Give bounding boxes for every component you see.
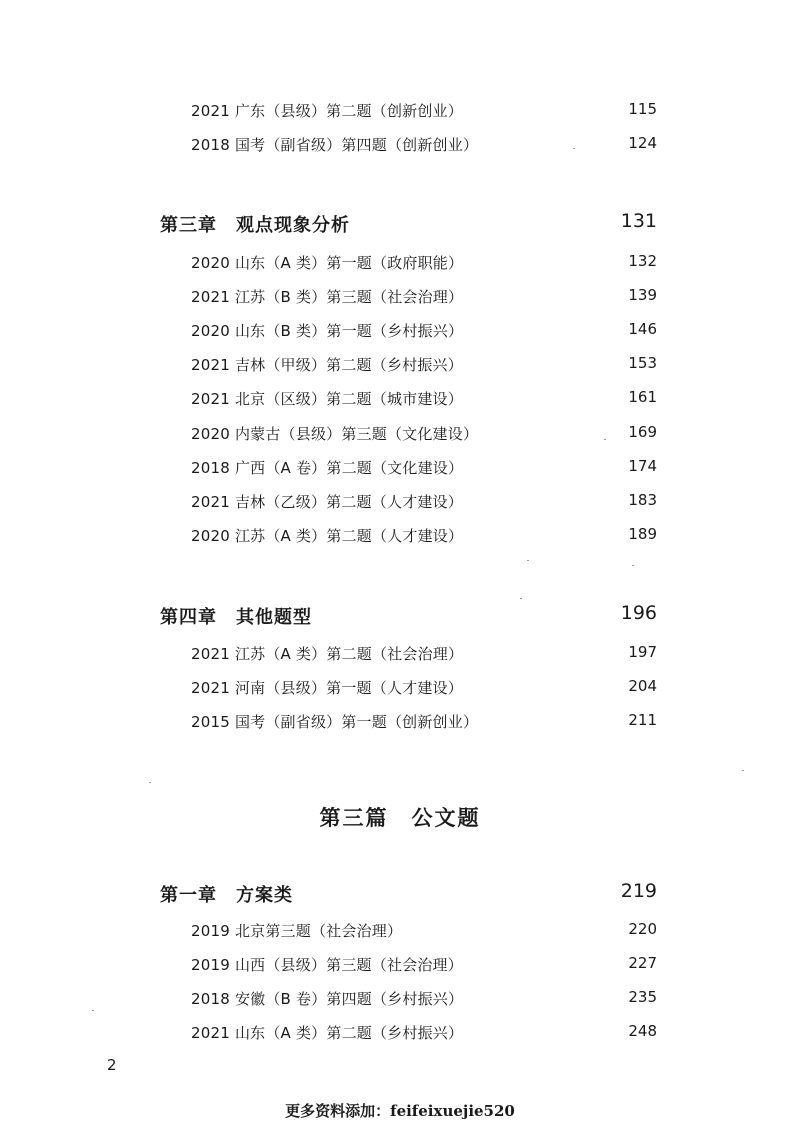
toc-entry	[0, 349, 800, 379]
toc-entry	[0, 418, 800, 448]
entry-title: 2021 北京（区级）第二题（城市建设）	[191, 390, 463, 408]
entry-title: 2020 内蒙古（县级）第三题（文化建设）	[191, 425, 479, 443]
scan-speck	[520, 598, 522, 599]
entry-title: 2021 河南（县级）第一题（人才建设）	[191, 679, 463, 697]
entry-page: 235	[628, 988, 657, 1006]
entry-title: 2021 江苏（A 类）第二题（社会治理）	[191, 645, 464, 663]
footer-note: 更多资料添加：feifeixuejie520	[285, 1102, 515, 1120]
toc-entry	[0, 983, 800, 1013]
entry-title: 2018 国考（副省级）第四题（创新创业）	[191, 136, 479, 154]
chapter-title: 第四章 其他题型	[160, 607, 312, 628]
toc-entry	[0, 949, 800, 979]
entry-title: 2018 广西（A 卷）第二题（文化建设）	[191, 459, 464, 477]
chapter-title: 第一章 方案类	[160, 885, 293, 906]
entry-page: 139	[628, 286, 657, 304]
toc-entry	[0, 486, 800, 516]
entry-title: 2021 广东（县级）第二题（创新创业）	[191, 102, 463, 120]
chapter-page: 196	[620, 602, 657, 624]
entry-page: 146	[628, 320, 657, 338]
scan-speck	[527, 560, 529, 561]
toc-entry	[0, 706, 800, 736]
entry-page: 169	[628, 423, 657, 441]
entry-title: 2020 山东（A 类）第一题（政府职能）	[191, 254, 464, 272]
entry-page: 115	[628, 100, 657, 118]
toc-entry	[0, 520, 800, 550]
entry-page: 211	[628, 711, 657, 729]
toc-entry	[0, 915, 800, 945]
entry-title: 2015 国考（副省级）第一题（创新创业）	[191, 713, 479, 731]
toc-entry	[0, 638, 800, 668]
entry-page: 153	[628, 354, 657, 372]
entry-title: 2021 吉林（甲级）第二题（乡村振兴）	[191, 356, 463, 374]
toc-entry	[0, 1017, 800, 1047]
toc-entry	[0, 95, 800, 125]
chapter-heading	[0, 208, 800, 238]
entry-page: 220	[628, 920, 657, 938]
scan-speck	[604, 439, 606, 440]
entry-page: 227	[628, 954, 657, 972]
toc-entry	[0, 129, 800, 159]
entry-page: 132	[628, 252, 657, 270]
chapter-page: 131	[620, 210, 657, 232]
toc-entry	[0, 672, 800, 702]
entry-page: 124	[628, 134, 657, 152]
toc-entry	[0, 281, 800, 311]
toc-entry	[0, 452, 800, 482]
entry-title: 2021 山东（A 类）第二题（乡村振兴）	[191, 1024, 464, 1042]
entry-page: 204	[628, 677, 657, 695]
scan-speck	[573, 148, 575, 149]
entry-title: 2021 吉林（乙级）第二题（人才建设）	[191, 493, 463, 511]
scan-speck	[742, 770, 744, 771]
scan-speck	[632, 565, 634, 566]
entry-title: 2018 安徽（B 卷）第四题（乡村振兴）	[191, 990, 464, 1008]
scan-speck	[92, 1010, 94, 1011]
entry-page: 189	[628, 525, 657, 543]
part-title: 第三篇 公文题	[319, 806, 481, 830]
entry-page: 248	[628, 1022, 657, 1040]
entry-page: 183	[628, 491, 657, 509]
entry-page: 197	[628, 643, 657, 661]
entry-page: 161	[628, 388, 657, 406]
chapter-title: 第三章 观点现象分析	[160, 215, 350, 236]
entry-title: 2019 北京第三题（社会治理）	[191, 922, 403, 940]
entry-title: 2020 江苏（A 类）第二题（人才建设）	[191, 527, 464, 545]
scan-speck	[149, 782, 151, 783]
entry-title: 2021 江苏（B 类）第三题（社会治理）	[191, 288, 464, 306]
chapter-heading	[0, 600, 800, 630]
toc-entry	[0, 247, 800, 277]
chapter-page: 219	[620, 880, 657, 902]
entry-title: 2019 山西（县级）第三题（社会治理）	[191, 956, 463, 974]
toc-entry	[0, 383, 800, 413]
entry-title: 2020 山东（B 类）第一题（乡村振兴）	[191, 322, 464, 340]
chapter-heading	[0, 878, 800, 908]
toc-entry	[0, 315, 800, 345]
page-number: 2	[107, 1056, 117, 1074]
entry-page: 174	[628, 457, 657, 475]
